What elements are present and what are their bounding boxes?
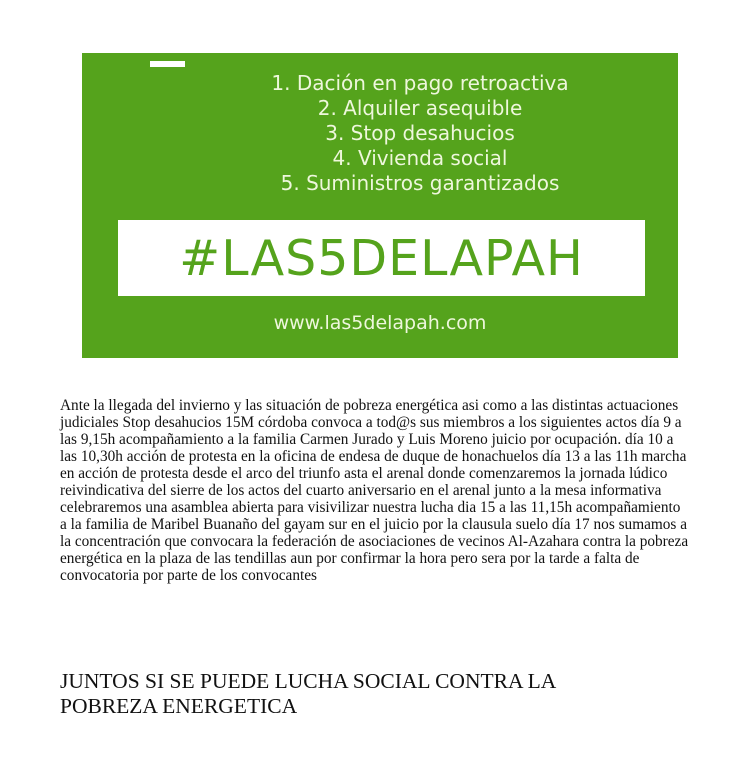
demand-item: 4. Vivienda social [332, 146, 508, 170]
demand-item: 3. Stop desahucios [325, 121, 515, 145]
hashtag-text: #LAS5DELAPAH [179, 229, 584, 287]
article-body: Ante la llegada del invierno y las situación de pobreza energética asi como a las distintas actuaciones judiciales Stop desahucios 15M córdoba convoca a tod@s sus miembros a los siguientes actos día 9 a las 9,15h acompañamiento a la familia Carmen Jurado y Luis Moreno juicio por ocupación. día 10 a las 10,30h acción de protesta en la oficina de endesa de duque de honachuelos día 13 a las 11h marcha en acción de protesta desde el arco del triunfo asta el arenal donde comenzaremos la jornada lúdico reivindicativa del sierre de los actos del cuarto aniversario en el arenal junto a la mesa informativa celebraremos una asamblea abierta para visivilizar nuestra lucha dia 15 a las 11,15h acompañamiento a la familia de Maribel Buanaño del gayam sur en el juicio por la clausula suelo día 17 nos sumamos a la concentración que convocara la federación de asociaciones de vecinos Al-Azahara contra la pobreza energética en la plaza de las tendillas aun por confirmar la hora pero sera por la tarde a falta de convocatoria por parte de los convocantes [60, 397, 689, 584]
closing-slogan: JUNTOS SI SE PUEDE LUCHA SOCIAL CONTRA LA POBREZA ENERGETICA [60, 669, 556, 718]
hashtag-box [118, 220, 645, 296]
campaign-banner-image [82, 53, 678, 358]
decorative-dash [150, 61, 185, 67]
demand-item: 5. Suministros garantizados [280, 171, 560, 195]
demand-item: 1. Dación en pago retroactiva [271, 71, 569, 95]
demand-item: 2. Alquiler asequible [317, 96, 523, 120]
demands-list [82, 71, 678, 196]
website-text: www.las5delapah.com [273, 312, 487, 334]
